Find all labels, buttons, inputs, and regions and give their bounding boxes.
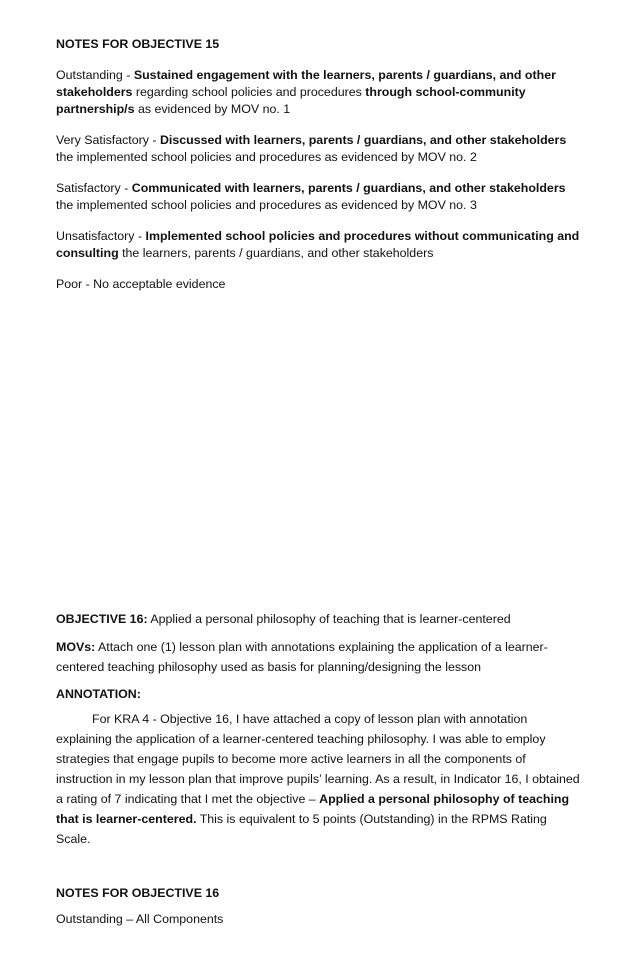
objective-label: OBJECTIVE 16: bbox=[56, 612, 148, 626]
rating-label: Outstanding - bbox=[56, 68, 134, 82]
movs-text: Attach one (1) lesson plan with annotations explaining the application of a learner-centered teaching philosophy used as basis for planning/designing the lesson bbox=[56, 640, 548, 674]
annotation-end: This is equivalent to 5 points (Outstanding) in the RPMS Rating Scale. bbox=[56, 812, 547, 846]
notes-15-section bbox=[56, 36, 584, 293]
rating-very-satisfactory bbox=[56, 132, 584, 166]
objective-16-section bbox=[56, 611, 584, 928]
notes-16-outstanding: Outstanding – All Components bbox=[56, 912, 224, 926]
objective-16-title bbox=[56, 611, 584, 628]
notes-16-heading: NOTES FOR OBJECTIVE 16 bbox=[56, 886, 220, 900]
rating-poor: Poor - No acceptable evidence bbox=[56, 277, 226, 291]
rating-satisfactory bbox=[56, 180, 584, 214]
rating-label: Unsatisfactory - bbox=[56, 229, 146, 243]
annotation-heading: ANNOTATION: bbox=[56, 687, 141, 701]
rating-text: the implemented school policies and procedures as evidenced by MOV no. 2 bbox=[56, 150, 477, 164]
notes-15-heading: NOTES FOR OBJECTIVE 15 bbox=[56, 37, 220, 51]
rating-text: as evidenced by MOV no. 1 bbox=[134, 102, 291, 116]
movs-paragraph bbox=[56, 637, 584, 677]
rating-text: regarding school policies and procedures bbox=[132, 85, 366, 99]
rating-bold: Sustained engagement with the learners, parents / guardians, and other stakeholders bbox=[56, 68, 556, 99]
rating-unsatisfactory bbox=[56, 228, 584, 262]
rating-text: the implemented school policies and procedures as evidenced by MOV no. 3 bbox=[56, 198, 477, 212]
rating-bold: Implemented school policies and procedures without communicating and consulting bbox=[56, 229, 580, 260]
rating-bold: Communicated with learners, parents / guardians, and other stakeholders bbox=[131, 181, 566, 195]
rating-text: the learners, parents / guardians, and other stakeholders bbox=[118, 246, 434, 260]
annotation-text: For KRA 4 - Objective 16, I have attached a copy of lesson plan with annotation explaining the application of a learner-centered teaching philosophy. I was able to employ strategies that engage pupils to become more active learners in all the components of instruction in my lesson plan that improve pupils’ learning. As a result, in Indicator 16, I obtained a rating of 7 indicating that I met the objective – bbox=[56, 712, 580, 806]
annotation-bold: Applied a personal philosophy of teaching that is learner-centered. bbox=[56, 792, 570, 826]
rating-outstanding bbox=[56, 67, 584, 118]
annotation-paragraph bbox=[56, 709, 584, 849]
objective-text: Applied a personal philosophy of teaching that is learner-centered bbox=[147, 612, 511, 626]
rating-label: Very Satisfactory - bbox=[56, 133, 160, 147]
rating-bold: through school-community partnership/s bbox=[56, 85, 526, 116]
movs-label: MOVs: bbox=[56, 640, 96, 654]
rating-bold: Discussed with learners, parents / guardians, and other stakeholders bbox=[159, 133, 567, 147]
rating-label: Satisfactory - bbox=[56, 181, 132, 195]
